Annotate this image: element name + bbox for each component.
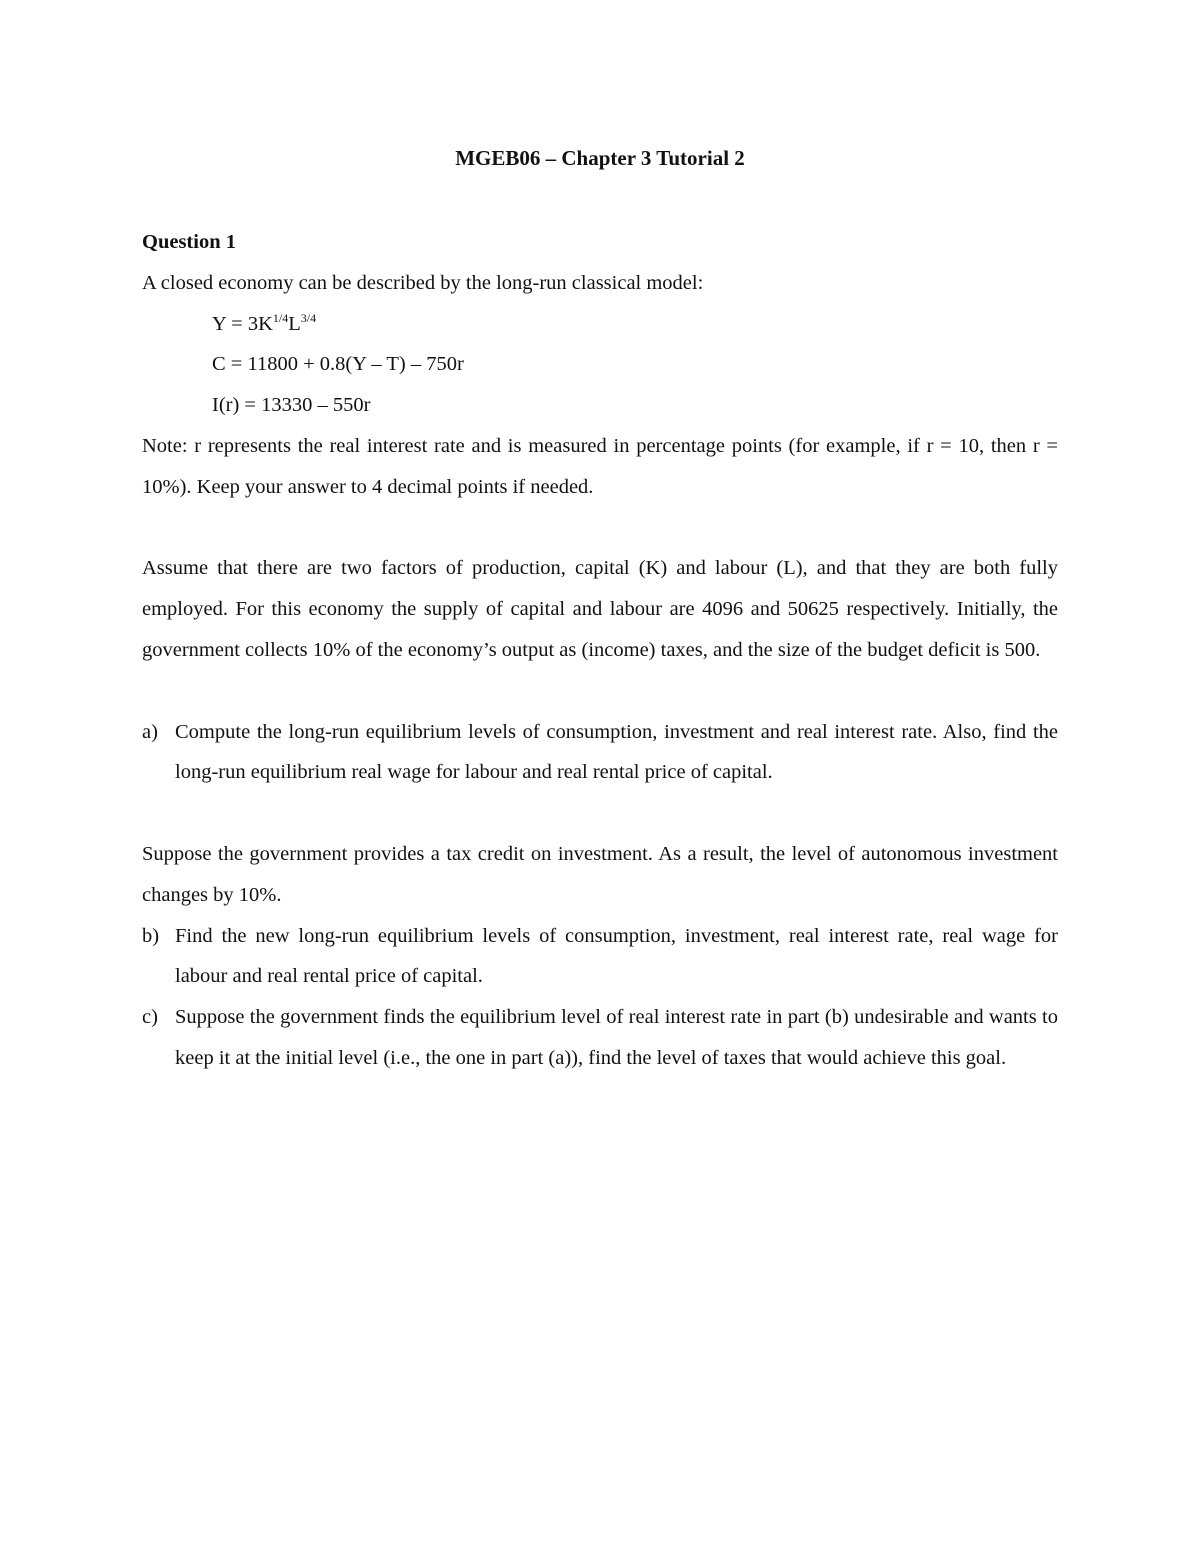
part-b-text: Find the new long-run equilibrium levels of consumption, investment, real interest rate, real wage for labour and real rental price of capital.: [175, 924, 1058, 988]
part-a: [142, 712, 1058, 794]
assumption-paragraph: Assume that there are two factors of production, capital (K) and labour (L), and that they are both fully employed. For this economy the supply of capital and labour are 4096 and 50625 respectively. Initially, the government collects 10% of the economy’s output as (income) taxes, and the size of the budget deficit is 500.: [142, 557, 1058, 661]
part-a-label: a): [142, 720, 158, 743]
spacer: [142, 508, 1058, 549]
part-a-text: Compute the long-run equilibrium levels of consumption, investment and real interest rate. Also, find the long-run equilibrium real wage for labour and real rental price of capital.: [175, 720, 1058, 784]
spacer: [142, 671, 1058, 712]
exponent-k: 1/4: [272, 310, 289, 325]
note-paragraph: Note: r represents the real interest rate and is measured in percentage points (for example, if r = 10, then r = 10%). Keep your answer to 4 decimal points if needed.: [142, 434, 1058, 498]
equation-production: [142, 304, 1058, 345]
equation-y-base: Y = 3K: [212, 312, 273, 335]
equation-consumption: C = 11800 + 0.8(Y – T) – 750r: [212, 353, 464, 376]
spacer: [142, 793, 1058, 834]
part-c-text: Suppose the government finds the equilibrium level of real interest rate in part (b) undesirable and wants to keep it at the initial level (i.e., the one in part (a)), find the level of taxes that would achieve this goal.: [175, 1006, 1058, 1069]
page-title: MGEB06 – Chapter 3 Tutorial 2: [455, 146, 745, 170]
equation-y-l: L: [288, 312, 301, 335]
part-c-label: c): [142, 1006, 158, 1029]
question-heading: Question 1: [142, 231, 236, 253]
document-body: [142, 222, 1058, 1079]
part-c: [142, 997, 1058, 1079]
part-b: [142, 916, 1058, 998]
suppose-paragraph: Suppose the government provides a tax credit on investment. As a result, the level of autonomous investment changes by 10%.: [142, 842, 1058, 906]
equation-investment: I(r) = 13330 – 550r: [212, 394, 371, 417]
part-b-label: b): [142, 924, 160, 947]
intro-text: A closed economy can be described by the long-run classical model:: [142, 271, 704, 294]
exponent-l: 3/4: [300, 310, 317, 325]
